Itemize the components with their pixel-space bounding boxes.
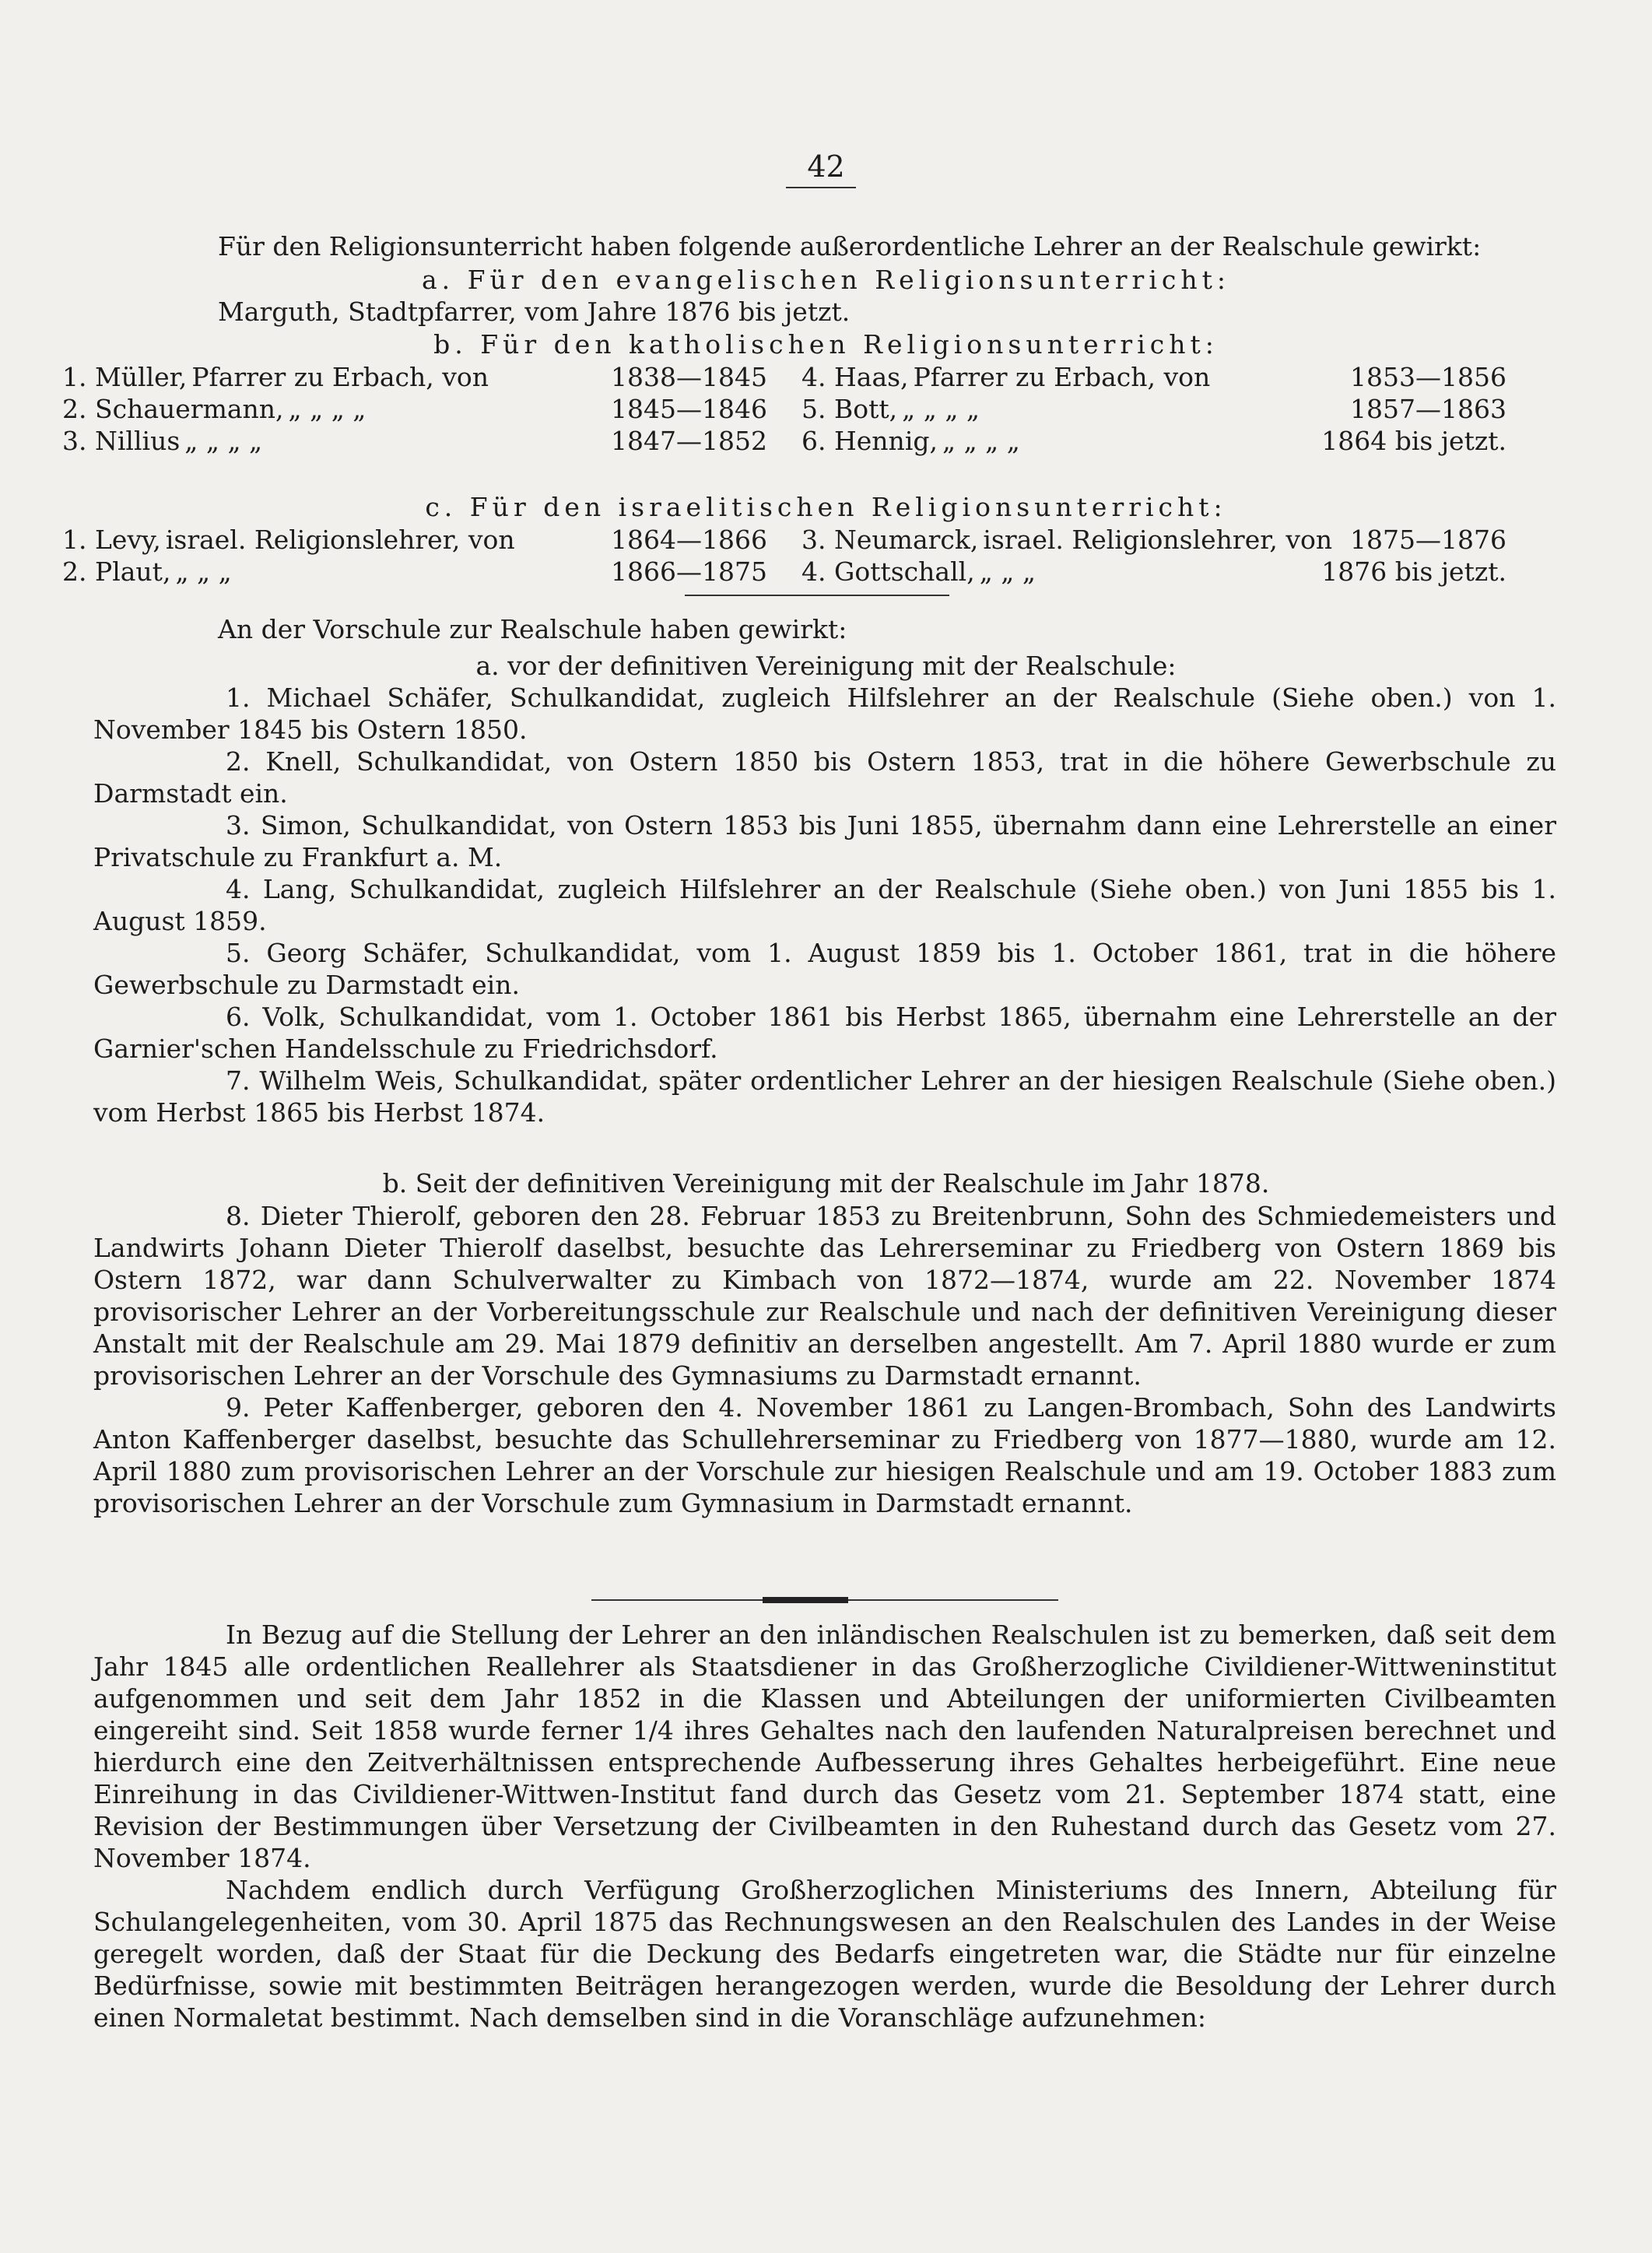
teacher-detail: „ „ „ <box>175 556 232 587</box>
vorschule-entries-b <box>93 1200 1556 1519</box>
teacher-detail: Pfarrer zu Erbach, von <box>913 362 1211 392</box>
teacher-years: 1864 bis jetzt. <box>1321 426 1506 456</box>
entry-number: 4. <box>801 556 826 587</box>
teacher-name: Schauermann, <box>95 394 284 424</box>
heading-catholic: b. Für den katholischen Religionsunterricht: <box>433 329 1219 360</box>
vorschule-subheading-b: b. Seit der definitiven Vereinigung mit der Realschule im Jahr 1878. <box>382 1168 1270 1198</box>
teacher-entry <box>801 524 1541 556</box>
teacher-entry-paragraph: 4. Lang, Schulkandidat, zugleich Hilfslehrer an der Realschule (Siehe oben.) von Juni 1855 bis 1. August 1859. <box>93 874 1556 936</box>
teacher-years: 1847—1852 <box>611 426 767 456</box>
evangelical-teacher-line: Marguth, Stadtpfarrer, vom Jahre 1876 bis jetzt. <box>218 297 851 327</box>
teacher-name: Nillius <box>95 426 181 456</box>
entry-number: 2. <box>62 556 87 587</box>
teacher-years: 1864—1866 <box>611 525 767 555</box>
teacher-detail: „ „ „ „ <box>902 394 980 424</box>
teacher-years: 1866—1875 <box>611 556 767 587</box>
teacher-entry-paragraph: 3. Simon, Schulkandidat, von Ostern 1853 bis Juni 1855, übernahm dann eine Lehrerstelle an einer Privatschule zu Frankfurt a. M. <box>93 810 1556 872</box>
teacher-years: 1857—1863 <box>1350 394 1506 424</box>
entry-number: 4. <box>801 362 826 392</box>
teacher-entry <box>62 556 801 588</box>
teacher-entry <box>62 425 801 457</box>
teacher-name: Gottschall, <box>834 556 975 587</box>
teacher-entry <box>801 425 1541 457</box>
teacher-detail: israel. Religionslehrer, von <box>983 525 1333 555</box>
catholic-row <box>62 425 1541 457</box>
teacher-entry <box>801 556 1541 588</box>
teacher-detail: israel. Religionslehrer, von <box>165 525 515 555</box>
entry-number: 5. <box>801 394 826 424</box>
catholic-row <box>62 393 1541 425</box>
teacher-detail: Pfarrer zu Erbach, von <box>191 362 489 392</box>
entry-number: 1. <box>62 525 87 555</box>
catholic-teacher-list <box>62 361 1541 457</box>
teacher-detail: „ „ „ „ <box>184 426 263 456</box>
teacher-entry <box>801 361 1541 393</box>
vorschule-subheading-a: a. vor der definitiven Vereinigung mit der Realschule: <box>475 651 1177 681</box>
entry-number: 2. <box>62 394 87 424</box>
entry-number: 3. <box>62 426 87 456</box>
teacher-years: 1875—1876 <box>1350 525 1506 555</box>
teacher-entry-paragraph: 8. Dieter Thierolf, geboren den 28. Februar 1853 zu Breitenbrunn, Sohn des Schmiedemeisters und Landwirts Johann Dieter Thierolf daselbst, besuchte das Lehrerseminar zu Friedberg von Ostern 1869 bis Ostern 1872, war dann Schulverwalter zu Kimbach von 1872—1874, wurde am 22. November 1874 provisorischer Lehrer an der Vorbereitungsschule zur Realschule und nach der definitiven Vereinigung dieser Anstalt mit der Realschule am 29. Mai 1879 definitiv an derselben angestellt. Am 7. April 1880 wurde er zum provisorischen Lehrer an der Vorschule des Gymnasiums zu Darmstadt ernannt. <box>93 1201 1556 1391</box>
jewish-teacher-list <box>62 524 1541 588</box>
jewish-row <box>62 556 1541 588</box>
teacher-detail: „ „ „ „ <box>288 394 367 424</box>
teacher-entry-paragraph: 6. Volk, Schulkandidat, vom 1. October 1861 bis Herbst 1865, übernahm eine Lehrerstelle an der Garnier'schen Handelsschule zu Friedrichsdorf. <box>93 1002 1556 1064</box>
teacher-name: Levy, <box>95 525 161 555</box>
jewish-row <box>62 524 1541 556</box>
teacher-detail: „ „ „ „ <box>942 426 1020 456</box>
teacher-entry <box>801 393 1541 425</box>
body-paragraph: In Bezug auf die Stellung der Lehrer an den inländischen Realschulen ist zu bemerken, daß seit dem Jahr 1845 alle ordentlichen Reallehrer als Staatsdiener in das Großherzogliche Civildiener-Wittweninstitut aufgenommen und seit dem Jahr 1852 in die Klassen und Abteilungen der uniformierten Civilbeamten eingereiht sind. Seit 1858 wurde ferner 1/4 ihres Gehaltes nach den laufenden Naturalpreisen berechnet und hierdurch eine den Zeitverhältnissen entsprechende Aufbesserung ihres Gehaltes herbeigeführt. Eine neue Einreihung in das Civildiener-Wittwen-Institut fand durch das Gesetz vom 21. September 1874 statt, eine Revision der Bestimmungen über Versetzung der Civilbeamten in den Ruhestand durch das Gesetz vom 27. November 1874. <box>93 1620 1556 1873</box>
teacher-years: 1845—1846 <box>611 394 767 424</box>
teacher-name: Neumarck, <box>834 525 979 555</box>
salary-paragraphs <box>93 1619 1556 2034</box>
teacher-entry-paragraph: 5. Georg Schäfer, Schulkandidat, vom 1. August 1859 bis 1. October 1861, trat in die höhere Gewerbschule zu Darmstadt ein. <box>93 938 1556 1000</box>
teacher-name: Müller, <box>95 362 188 392</box>
teacher-detail: „ „ „ <box>979 556 1036 587</box>
section-divider <box>685 595 949 596</box>
teacher-entry-paragraph: 1. Michael Schäfer, Schulkandidat, zugleich Hilfslehrer an der Realschule (Siehe oben.) von 1. November 1845 bis Ostern 1850. <box>93 683 1556 745</box>
religion-section-intro: Für den Religionsunterricht haben folgende außerordentliche Lehrer an der Realschule gewirkt: <box>218 231 1482 261</box>
page-number-rule <box>786 187 856 188</box>
vorschule-entries-a <box>93 682 1556 1128</box>
teacher-years: 1853—1856 <box>1350 362 1506 392</box>
entry-number: 6. <box>801 426 826 456</box>
catholic-row <box>62 361 1541 393</box>
page-number: 42 <box>807 149 845 184</box>
vorschule-heading: An der Vorschule zur Realschule haben gewirkt: <box>218 614 847 644</box>
teacher-entry <box>62 393 801 425</box>
teacher-years: 1838—1845 <box>611 362 767 392</box>
teacher-name: Hennig, <box>834 426 938 456</box>
entry-number: 1. <box>62 362 87 392</box>
teacher-entry-paragraph: 2. Knell, Schulkandidat, von Ostern 1850 bis Ostern 1853, trat in die höhere Gewerbschule zu Darmstadt ein. <box>93 746 1556 809</box>
teacher-name: Plaut, <box>95 556 171 587</box>
teacher-name: Haas, <box>834 362 909 392</box>
teacher-years: 1876 bis jetzt. <box>1321 556 1506 587</box>
heading-evangelical: a. Für den evangelischen Religionsunterricht: <box>421 265 1230 295</box>
body-paragraph: Nachdem endlich durch Verfügung Großherzoglichen Ministeriums des Innern, Abteilung für Schulangelegenheiten, vom 30. April 1875 das Rechnungswesen an den Realschulen des Landes in der Weise geregelt worden, daß der Staat für die Deckung des Bedarfs eingetreten war, die Städte nur für einzelne Bedürfnisse, sowie mit bestimmten Beiträgen herangezogen werden, wurde die Besoldung der Lehrer durch einen Normaletat bestimmt. Nach demselben sind in die Voranschläge aufzunehmen: <box>93 1875 1556 2033</box>
teacher-entry <box>62 361 801 393</box>
teacher-entry-paragraph: 7. Wilhelm Weis, Schulkandidat, später ordentlicher Lehrer an der hiesigen Realschule (Siehe oben.) vom Herbst 1865 bis Herbst 1874. <box>93 1065 1556 1128</box>
section-divider <box>591 1599 1058 1601</box>
entry-number: 3. <box>801 525 826 555</box>
teacher-name: Bott, <box>834 394 898 424</box>
heading-jewish: c. Für den israelitischen Religionsunterricht: <box>425 492 1227 522</box>
teacher-entry <box>62 524 801 556</box>
teacher-entry-paragraph: 9. Peter Kaffenberger, geboren den 4. November 1861 zu Langen-Brombach, Sohn des Landwirts Anton Kaffenberger daselbst, besuchte das Schullehrerseminar zu Friedberg von 1877—1880, wurde am 12. April 1880 zum provisorischen Lehrer an der Vorschule zur hiesigen Realschule und am 19. October 1883 zum provisorischen Lehrer an der Vorschule zum Gymnasium in Darmstadt ernannt. <box>93 1392 1556 1518</box>
